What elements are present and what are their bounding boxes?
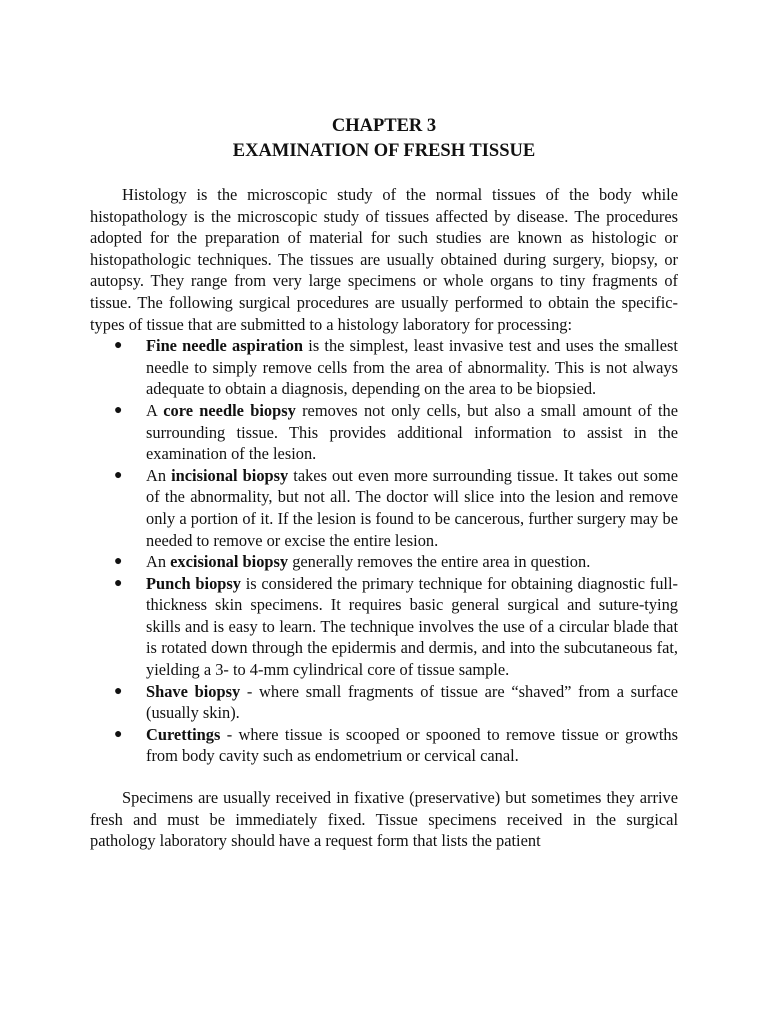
item-text: - where small fragments of tissue are “shaved” from a surface (usually skin). — [146, 681, 678, 723]
bullet-icon: ● — [114, 467, 123, 483]
bullet-icon: ● — [114, 402, 123, 418]
item-term: excisional biopsy — [170, 552, 289, 572]
item-prefix: A — [146, 400, 164, 420]
item-prefix: An — [146, 552, 171, 572]
bullet-icon: ● — [114, 338, 123, 354]
list-item — [90, 335, 678, 400]
chapter-number: CHAPTER 3 — [331, 116, 437, 136]
chapter-heading — [90, 114, 678, 164]
item-term: Curettings — [146, 724, 221, 744]
list-item — [90, 573, 678, 681]
item-text: - where tissue is scooped or spooned to remove tissue or growths from body cavity such as endometrium or cervical canal. — [146, 724, 678, 766]
item-term: Fine needle aspiration — [146, 336, 304, 356]
bullet-icon: ● — [114, 554, 123, 570]
bullet-icon: ● — [114, 575, 123, 591]
item-text: is the simplest, least invasive test and uses the smallest needle to simply remove cells from the area of abnormality. This is not always adequate to obtain a diagnosis, depending on the area to be biopsied. — [146, 336, 678, 399]
list-item — [90, 551, 678, 573]
procedure-list — [90, 335, 678, 767]
list-item — [90, 465, 678, 551]
chapter-title: EXAMINATION OF FRESH TISSUE — [232, 141, 536, 161]
closing-paragraph: Specimens are usually received in fixative (preservative) but sometimes they arrive fresh and must be immediately fixed. Tissue specimens received in the surgical pathology laboratory should have a request form that lists the patient — [90, 788, 678, 851]
bullet-icon: ● — [114, 726, 123, 742]
list-item — [90, 681, 678, 724]
item-prefix: An — [146, 465, 172, 485]
document-page — [90, 114, 678, 852]
list-item — [90, 724, 678, 767]
item-text: takes out even more surrounding tissue. It takes out some of the abnormality, but not all. The doctor will slice into the lesion and remove only a portion of it. If the lesion is found to be cancerous, further surgery may be needed to remove or excise the entire lesion. — [146, 465, 678, 550]
item-text: is considered the primary technique for obtaining diagnostic full-thickness skin specimens. It requires basic general surgical and suture-tying skills and is easy to learn. The technique involves the use of a circular blade that is rotated down through the epidermis and dermis, and into the subcutaneous fat, yielding a 3- to 4-mm cylindrical core of tissue sample. — [146, 573, 678, 680]
item-term: Punch biopsy — [146, 573, 241, 593]
item-term: incisional biopsy — [171, 465, 289, 485]
list-item — [90, 400, 678, 465]
item-text: generally removes the entire area in question. — [288, 552, 591, 572]
item-term: core needle biopsy — [163, 400, 296, 420]
item-term: Shave biopsy — [146, 681, 241, 701]
item-text: removes not only cells, but also a small amount of the surrounding tissue. This provides additional information to assist in the examination of the lesion. — [146, 400, 678, 464]
intro-paragraph: Histology is the microscopic study of the normal tissues of the body while histopathology is the microscopic study of tissues affected by disease. The procedures adopted for the preparation of material for such studies are known as histologic or histopathologic techniques. The tissues are usually obtained during surgery, biopsy, or autopsy. They range from very large specimens or whole organs to tiny fragments of tissue. The following surgical procedures are usually performed to obtain the specific-types of tissue that are submitted to a histology laboratory for processing: — [90, 185, 678, 334]
bullet-icon: ● — [114, 683, 123, 699]
